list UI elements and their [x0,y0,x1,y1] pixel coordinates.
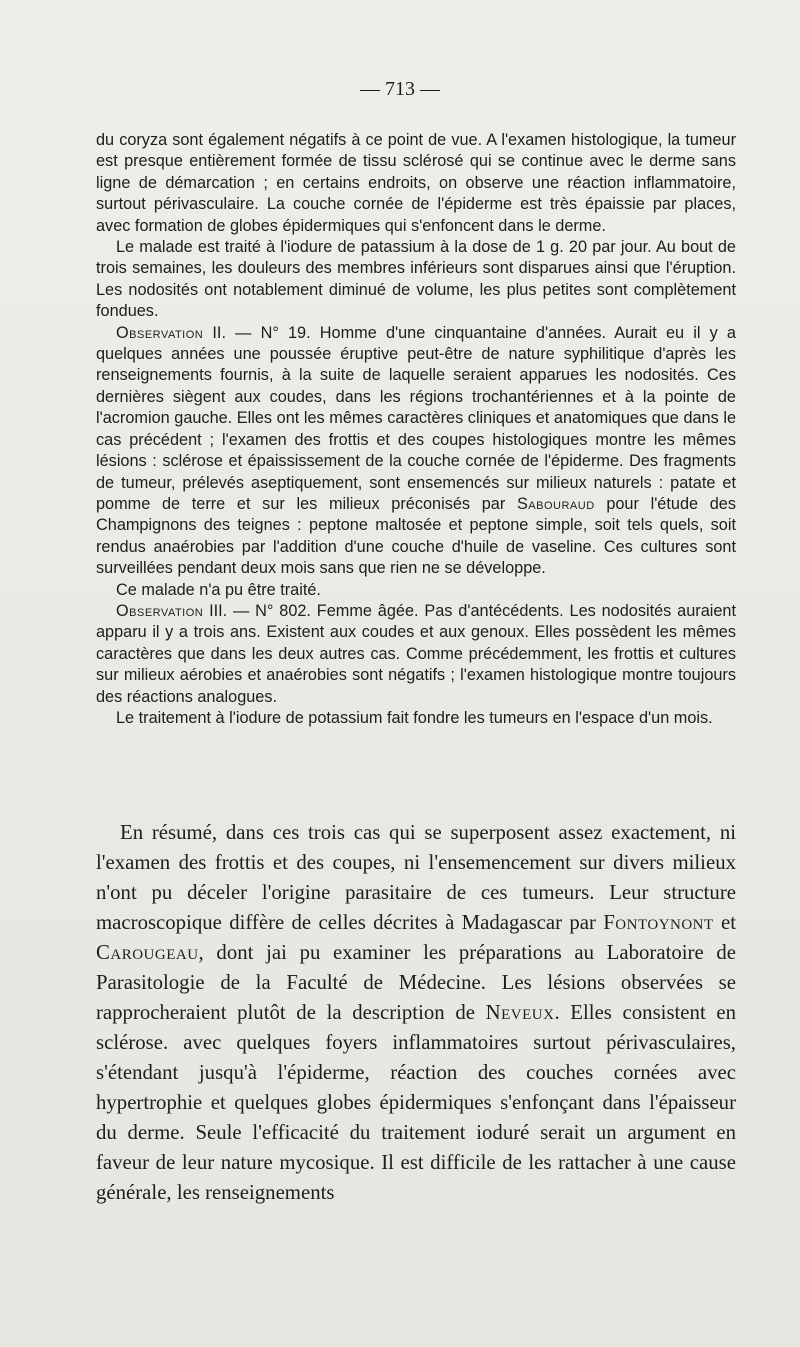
observation-3-text: III. — N° 802. Femme âgée. Pas d'antécédents. Les nodosités auraient apparu il y a trois ans. Existent aux coudes et aux genoux. Elles possèdent les mêmes caractères que dans les deux autres cas. Comme précédemment, les frottis et cultures sur milieux aérobies et anaérobies sont négatifs ; l'examen histologique montre toujours des réactions analogues. [96,601,736,706]
summary-text-3: , dont jai pu examiner les préparations au Laboratoire de Parasitologie de la Faculté de Médecine. Les lésions observées se rapprocheraient plutôt de la description de [96,941,736,1024]
author-name-neveux: Neveux [485,1001,555,1024]
observation-2 [96,323,736,580]
summary-text-4: . Elles consistent en sclérose. avec quelques foyers inflammatoires surtout périvasculaires, s'étendant jusqu'à l'épiderme, réaction des couches cornées avec hypertrophie et quelques globes épidermiques s'enfonçant dans l'épaisseur du derme. Seule l'efficacité du traitement ioduré serait un argument en faveur de leur nature mycosique. Il est difficile de les rattacher à une cause générale, les renseignements [96,1001,736,1204]
observation-2-text-b: pour l'étude des Champignons des teignes : peptone maltosée et peptone simple, soit tels quels, soit rendus anaérobies par l'addition d'une couche d'huile de vaseline. Ces cultures sont surveillées pendant deux mois sans que rien ne se développe. [96,494,736,578]
summary-paragraph [96,818,736,1208]
observation-3 [96,601,736,708]
observations-section [96,130,736,729]
paragraph-not-treated: Ce malade n'a pu être traité. [116,580,321,599]
author-name-sabouraud: Sabouraud [516,494,595,513]
observation-3-label: Observation [116,601,204,620]
author-name-fontoynont: Fontoynont [603,911,714,934]
paragraph-treatment-3: Le traitement à l'iodure de potassium fait fondre les tumeurs en l'espace d'un mois. [116,708,713,727]
observation-2-text-a: II. — N° 19. Homme d'une cinquantaine d'années. Aurait eu il y a quelques années une poussée éruptive peut-être de nature syphilitique d'après les renseignements fournis, à la suite de laquelle seraient apparues les nodosités. Ces dernières siègent aux coudes, dans les régions trochantériennes et à la pointe de l'acromion gauche. Elles ont les mêmes caractères cliniques et anatomiques que dans le cas précédent ; l'examen des frottis et des coupes histologiques montre les mêmes lésions : sclérose et épaississement de la couche cornée de l'épiderme. Des fragments de tumeur, prélevés aseptiquement, sont ensemencés sur milieux naturels : patate et pomme de terre et sur les milieux préconisés par [96,323,736,513]
observation-2-label: Observation [116,323,204,342]
paragraph-treatment-1: Le malade est traité à l'iodure de patassium à la dose de 1 g. 20 par jour. Au bout de trois semaines, les douleurs des membres inférieurs sont disparues ainsi que l'éruption. Les nodosités ont notablement diminué de volume, les plus petites sont complètement fondues. [96,238,736,321]
author-name-carougeau: Carougeau [96,941,199,964]
paragraph-histology: du coryza sont également négatifs à ce point de vue. A l'examen histologique, la tumeur est presque entièrement formée de tissu sclérosé qui se continue avec le derme sans ligne de démarcation ; en certains endroits, on observe une réaction inflammatoire, surtout périvasculaire. La couche cornée de l'épiderme est très épaissie par places, avec formation de globes épidermiques qui s'enfoncent dans le derme. [96,131,736,235]
page-number: — 713 — [360,78,440,100]
summary-section [96,818,736,1208]
summary-text-1: En résumé, dans ces trois cas qui se superposent assez exactement, ni l'examen des frottis et des coupes, ni l'ensemencement sur divers milieux n'ont pu déceler l'origine parasitaire de ces tumeurs. Leur structure macroscopique diffère de celles décrites à Madagascar par [96,821,736,934]
summary-text-2: et [713,911,736,934]
